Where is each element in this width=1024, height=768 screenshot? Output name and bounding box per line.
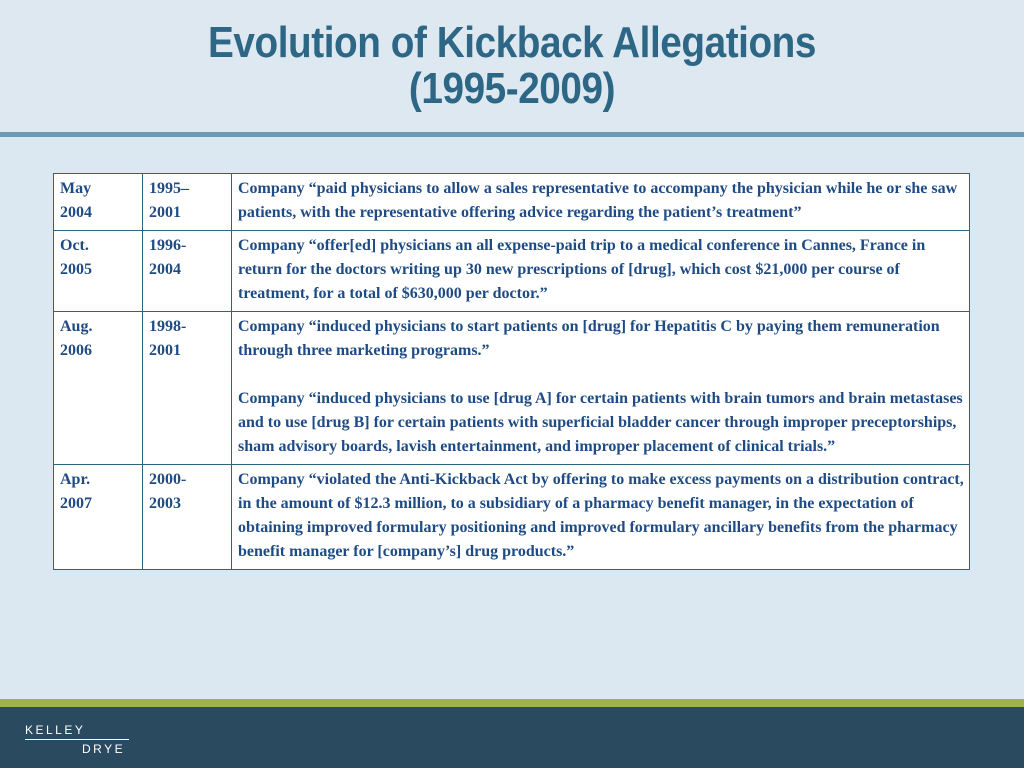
period-cell: [143, 174, 232, 231]
kelley-drye-logo: [25, 723, 135, 763]
period-cell: [143, 231, 232, 312]
paragraph-gap: [238, 363, 964, 387]
date-year: 2005: [60, 261, 92, 278]
description-text: Company “induced physicians to start patients on [drug] for Hepatitis C by paying them remuneration through three marketing programs.”: [238, 318, 940, 359]
period-end: 2004: [149, 261, 181, 278]
period-cell: [143, 465, 232, 570]
description-cell: [232, 231, 970, 312]
table-row: [54, 465, 970, 570]
date-cell: [54, 231, 143, 312]
date-month: Apr.: [60, 471, 91, 488]
slide-title-line-1: Evolution of Kickback Allegations: [208, 18, 816, 67]
date-cell: [54, 174, 143, 231]
period-start: 1998-: [149, 318, 187, 335]
description-text: Company “offer[ed] physicians an all expense-paid trip to a medical conference in Cannes, France in return for the doctors writing up 30 new prescriptions of [drug], which cost $21,000 per course of treatment, for a total of $630,000 per doctor.”: [238, 237, 926, 302]
date-month: Aug.: [60, 318, 93, 335]
date-year: 2004: [60, 204, 92, 221]
footer-bar: [0, 707, 1024, 768]
description-text: Company “violated the Anti-Kickback Act by offering to make excess payments on a distribution contract, in the amount of $12.3 million, to a subsidiary of a pharmacy benefit manager, in the expectation of obtaining improved formulary positioning and improved formulary ancillary benefits from the pharmacy benefit manager for [company’s] drug products.”: [238, 471, 964, 560]
date-cell: [54, 312, 143, 465]
date-cell: [54, 465, 143, 570]
date-month: Oct.: [60, 237, 89, 254]
table-row: [54, 231, 970, 312]
description-text: Company “paid physicians to allow a sales representative to accompany the physician while he or she saw patients, with the representative offering advice regarding the patient’s treatment”: [238, 180, 958, 221]
description-text: Company “induced physicians to use [drug A] for certain patients with brain tumors and brain metastases and to use [drug B] for certain patients with superficial bladder cancer through improper preceptorships, sham advisory boards, lavish entertainment, and improper placement of clinical trials.”: [238, 390, 963, 455]
description-cell: [232, 312, 970, 465]
date-month: May: [60, 180, 92, 197]
period-end: 2001: [149, 204, 181, 221]
period-end: 2001: [149, 342, 181, 359]
logo-divider: [25, 739, 129, 740]
logo-word-top: KELLEY: [25, 723, 86, 737]
allegations-table: [53, 173, 970, 570]
description-cell: [232, 174, 970, 231]
slide-title: [61, 20, 962, 112]
footer-accent-bar: [0, 699, 1024, 707]
slide-title-line-2: (1995-2009): [408, 64, 616, 113]
date-year: 2006: [60, 342, 92, 359]
period-start: 2000-: [149, 471, 187, 488]
period-start: 1996-: [149, 237, 187, 254]
date-year: 2007: [60, 495, 92, 512]
logo-word-bottom: DRYE: [82, 742, 126, 756]
table-row: [54, 174, 970, 231]
description-cell: [232, 465, 970, 570]
period-end: 2003: [149, 495, 181, 512]
period-cell: [143, 312, 232, 465]
title-area: [0, 0, 1024, 132]
table-row: [54, 312, 970, 465]
period-start: 1995–: [149, 180, 189, 197]
